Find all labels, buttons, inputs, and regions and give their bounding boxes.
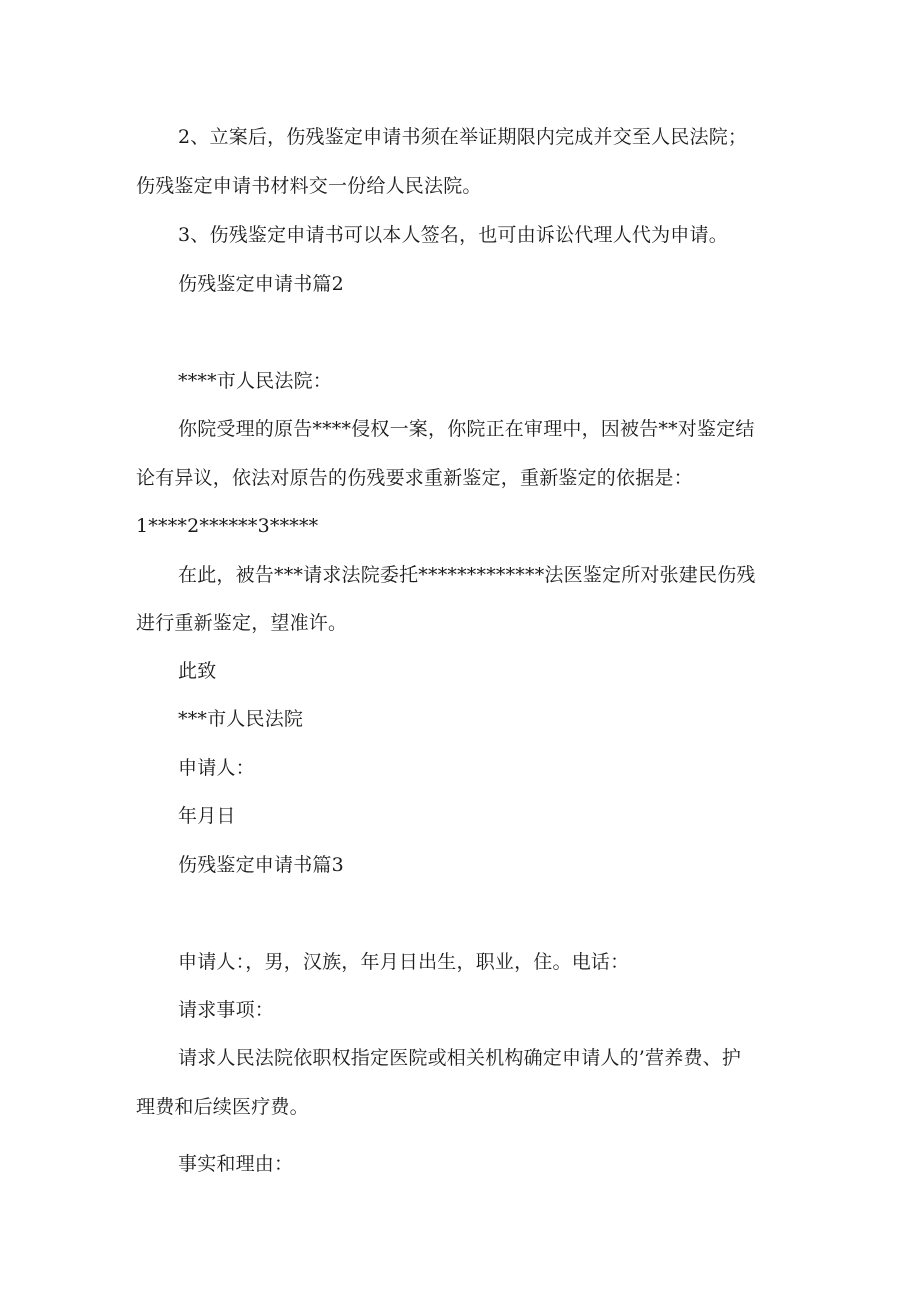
applicant-label: 申请人： [178,757,255,779]
closing-recipient: ***市人民法院 [178,708,304,730]
request-heading: 请求事项： [178,999,275,1021]
addressee-line: ****市人民法院： [178,370,333,392]
paragraph-line: 伤残鉴定申请书材料交一份给人民法院。 [136,175,482,197]
section-heading: 伤残鉴定申请书篇2 [178,273,344,295]
paragraph-line: 进行重新鉴定，望准许。 [136,612,348,634]
closing-line: 此致 [178,660,217,682]
paragraph-line: 2、立案后，伤残鉴定申请书须在举证期限内完成并交至人民法院； [178,126,748,148]
applicant-info: 申请人：，男，汉族，年月日出生，职业，住。电话： [178,951,630,973]
paragraph-line: 你院受理的原告****侵权一案，你院正在审理中，因被告**对鉴定结 [178,418,755,440]
section-heading: 伤残鉴定申请书篇3 [178,854,344,876]
facts-heading: 事实和理由： [178,1153,294,1175]
paragraph-line: 3、伤残鉴定申请书可以本人签名，也可由诉讼代理人代为申请。 [178,224,728,246]
date-line: 年月日 [178,805,236,827]
paragraph-line: 请求人民法院依职权指定医院或相关机构确定申请人的’营养费、护 [178,1047,742,1069]
paragraph-line: 理费和后续医疗费。 [136,1096,309,1118]
paragraph-line: 论有异议，依法对原告的伤残要求重新鉴定，重新鉴定的依据是： [136,467,693,489]
paragraph-line: 在此，被告***请求法院委托*************法医鉴定所对张建民伤残 [178,564,756,586]
paragraph-line: 1****2******3***** [136,515,319,537]
